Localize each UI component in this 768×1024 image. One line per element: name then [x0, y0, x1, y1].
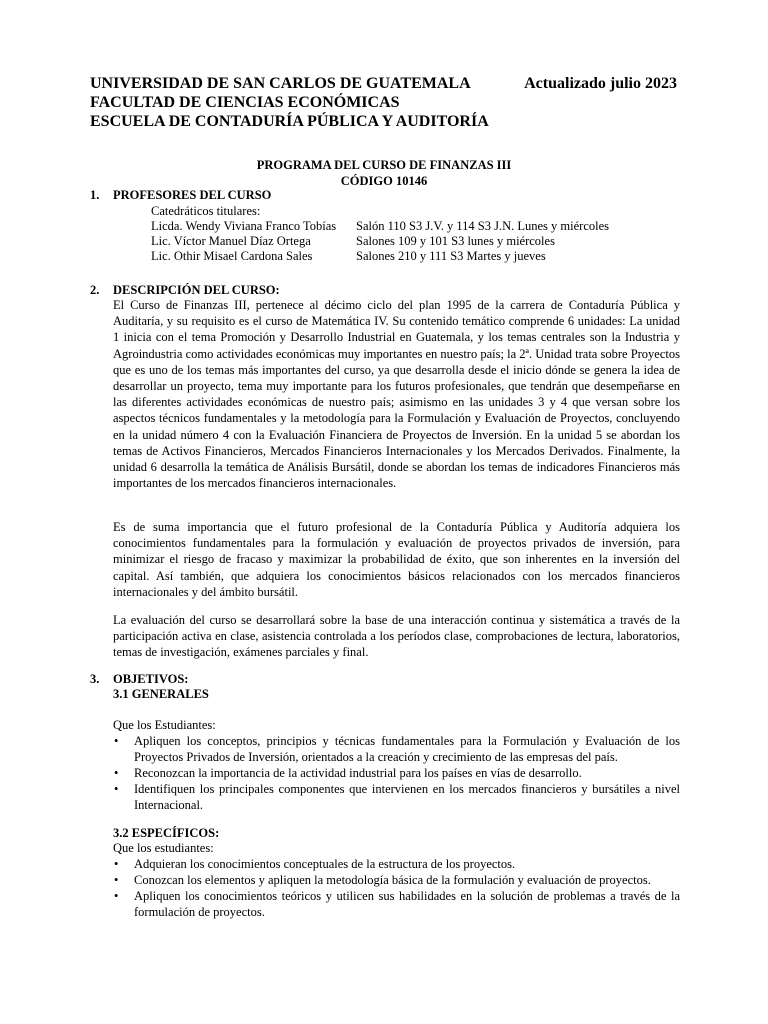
list-item: [113, 888, 680, 920]
specific-objectives-list: [113, 856, 680, 920]
bullet-icon: •: [114, 873, 119, 887]
description-paragraph-1: El Curso de Finanzas III, pertenece al décimo ciclo del plan 1995 de la carrera de Contaduría Pública y Auditaría, y su requisito es el curso de Matemática IV. Su contenido temático comprende 6 unidades: La unidad 1 inicia con el tema Promoción y Desarrollo Industrial en Guatemala, y los temas centrales son la Industria y Agroindustria como actividades económicas muy importantes en nuestro país; la 2ª. Unidad trata sobre Proyectos que es uno de los temas más importantes del curso, ya que desarrolla desde el inicio dónde se genera la idea de desarrollar un proyecto, tema muy importante para los futuros profesionales, que tendrán que desempeñarse en las diferentes actividades económicas de nuestro país; asimismo en las unidades 3 y 4 que versan sobre los aspectos técnicos fundamentales y la metodología para la Formulación y Evaluación de Proyectos, concluyendo en la unidad número 4 con la Evaluación Financiera de Proyectos de Inversión. En la unidad 5 se abordan los temas de Activos Financieros, Mercados Financieros Internacionales y los Mercados Derivados. Finalmente, la unidad 6 desarrolla la temática de Análisis Bursátil, donde se abordan los temas de indicadores Financieros más importantes de los mercados financieros internacionales.: [113, 298, 680, 491]
bullet-icon: •: [114, 766, 119, 780]
professor-name: Lic. Víctor Manuel Díaz Ortega: [151, 234, 311, 248]
bullet-icon: •: [114, 734, 119, 748]
professor-room: Salones 109 y 101 S3 lunes y miércoles: [356, 234, 555, 248]
section-2-title: DESCRIPCIÓN DEL CURSO:: [113, 283, 280, 297]
professors-subtitle: Catedráticos titulares:: [151, 204, 261, 218]
list-item: [113, 872, 680, 888]
program-title: PROGRAMA DEL CURSO DE FINANZAS III: [256, 158, 512, 172]
list-item: [113, 733, 680, 765]
list-item-text: Adquieran los conocimientos conceptuales de la estructura de los proyectos.: [134, 857, 516, 871]
list-item: [113, 856, 680, 872]
section-1-number: 1.: [90, 188, 100, 202]
section-1-title: PROFESORES DEL CURSO: [113, 188, 272, 202]
updated-date: Actualizado julio 2023: [524, 75, 677, 92]
program-code: CÓDIGO 10146: [340, 174, 428, 188]
general-intro: Que los Estudiantes:: [113, 718, 216, 732]
description-paragraph-2: Es de suma importancia que el futuro profesional de la Contaduría Pública y Auditoría adquiera los conocimientos fundamentales para la formulación y evaluación de proyectos privados de inversión, para minimizar el riesgo de fracaso y maximizar la probabilidad de éxito, que son inherentes en la inversión del capital. Así también, que adquiera los conocimientos básicos relacionados con los mercados financieros internacionales y del ámbito bursátil.: [113, 520, 680, 599]
description-paragraph-3: La evaluación del curso se desarrollará sobre la base de una interacción continua y sistemática a través de la participación activa en clase, asistencia controlada a los períodos clase, comprobaciones de lectura, laboratorios, temas de investigación, exámenes parciales y final.: [113, 613, 680, 660]
general-objectives-title: 3.1 GENERALES: [113, 687, 209, 701]
professor-room: Salones 210 y 111 S3 Martes y jueves: [356, 249, 546, 263]
list-item: [113, 781, 680, 813]
university-name: UNIVERSIDAD DE SAN CARLOS DE GUATEMALA: [90, 75, 471, 92]
professor-name: Lic. Othir Misael Cardona Sales: [151, 249, 313, 263]
bullet-icon: •: [114, 782, 119, 796]
general-objectives-list: [113, 733, 680, 813]
school-name: ESCUELA DE CONTADURÍA PÚBLICA Y AUDITORÍA: [90, 113, 489, 130]
section-3-number: 3.: [90, 672, 100, 686]
specific-objectives-title: 3.2 ESPECÍFICOS:: [113, 826, 220, 840]
professor-name: Licda. Wendy Viviana Franco Tobías: [151, 219, 337, 233]
list-item-text: Conozcan los elementos y apliquen la metodología básica de la formulación y evaluación de proyectos.: [134, 873, 651, 887]
faculty-name: FACULTAD DE CIENCIAS ECONÓMICAS: [90, 94, 400, 111]
section-2-number: 2.: [90, 283, 100, 297]
list-item-text: Apliquen los conceptos, principios y técnicas fundamentales para la Formulación y Evaluación de los Proyectos Privados de Inversión, orientados a la creación y crecimiento de las empresas del país.: [134, 734, 680, 764]
list-item: [113, 765, 680, 781]
section-3-title: OBJETIVOS:: [113, 672, 189, 686]
list-item-text: Apliquen los conocimientos teóricos y utilicen sus habilidades en la solución de problemas a través de la formulación de proyectos.: [134, 889, 680, 919]
bullet-icon: •: [114, 857, 119, 871]
professor-room: Salón 110 S3 J.V. y 114 S3 J.N. Lunes y miércoles: [356, 219, 610, 233]
bullet-icon: •: [114, 889, 119, 903]
list-item-text: Identifiquen los principales componentes que intervienen en los mercados financieros y bursátiles a nivel Internacional.: [134, 782, 680, 812]
specific-intro: Que los estudiantes:: [113, 841, 214, 855]
list-item-text: Reconozcan la importancia de la actividad industrial para los países en vías de desarrollo.: [134, 766, 582, 780]
